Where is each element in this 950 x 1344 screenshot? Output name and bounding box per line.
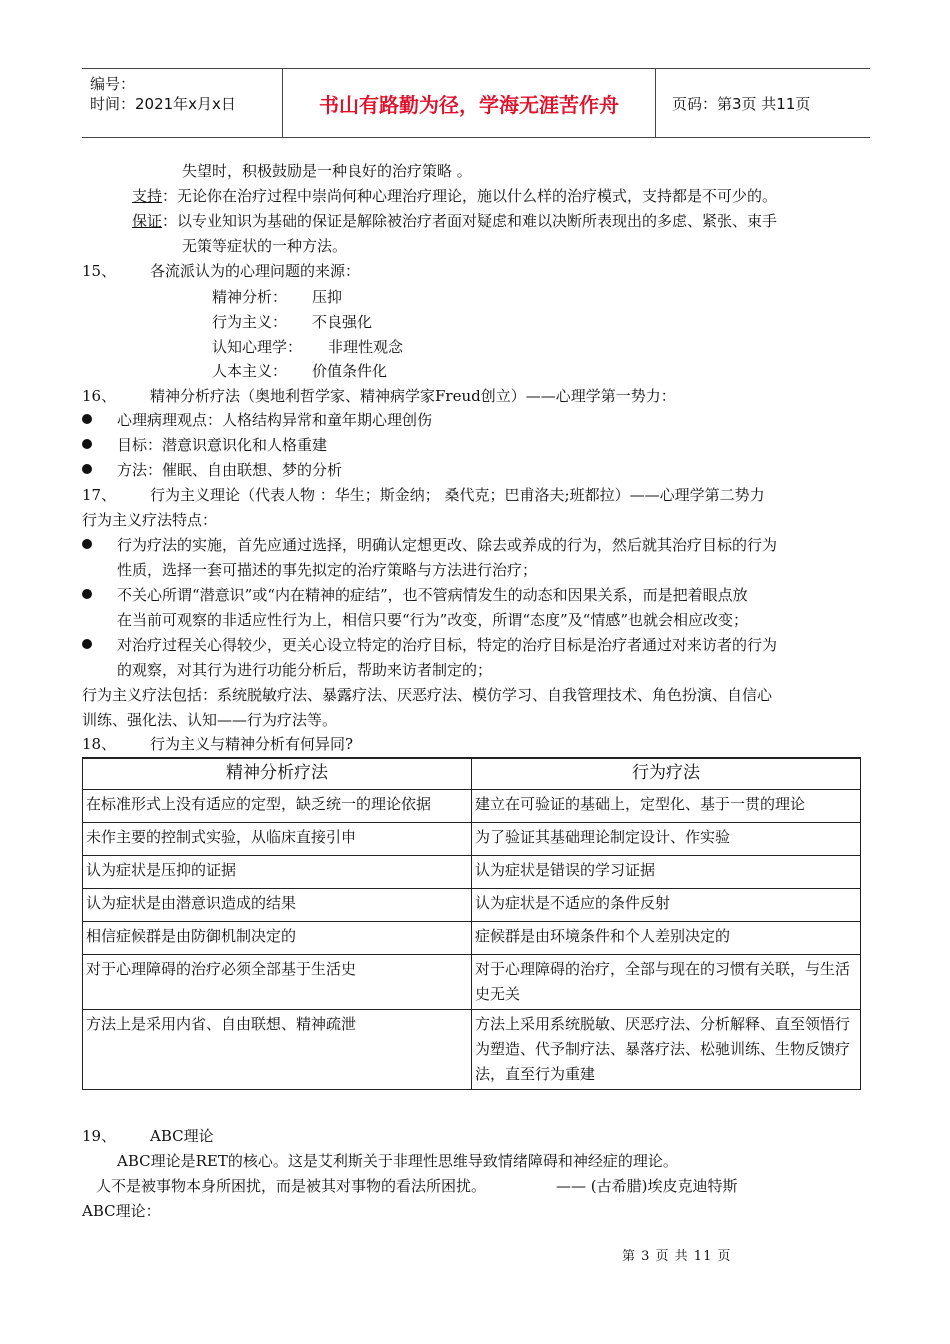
table-row: [83, 955, 861, 1010]
guarantee-term: 保证: [132, 212, 163, 230]
abc-quote-source: —— (古希腊)埃皮克迪特斯: [556, 1177, 738, 1195]
bullet-icon: [82, 464, 92, 474]
table-row: [83, 823, 861, 856]
table-header-psychoanalysis: 精神分析疗法: [83, 758, 472, 790]
table-cell: 认为症状是不适应的条件反射: [472, 889, 861, 922]
list-item: 不关心所谓“潜意识”或“内在精神的症结”，也不管病情发生的动态和因果关系，而是把着眼点放: [117, 586, 748, 604]
section-17-subtitle: 行为主义疗法特点：: [82, 511, 218, 529]
table-cell: 认为症状是错误的学习证据: [472, 856, 861, 889]
header-info-cell: [82, 69, 283, 137]
source-item-value: 非理性观念: [328, 338, 404, 356]
body-line: 失望时，积极鼓励是一种良好的治疗策略 。: [182, 162, 472, 180]
list-item: 目标：潜意识意识化和人格重建: [117, 436, 328, 454]
bullet-icon: [82, 539, 92, 549]
doc-number-label: 编号：: [90, 75, 136, 93]
table-cell: 症候群是由环境条件和个人差别决定的: [472, 922, 861, 955]
list-item-cont: 性质，选择一套可描述的事先拟定的治疗策略与方法进行治疗；: [117, 561, 538, 579]
bullet-icon: [82, 439, 92, 449]
table-cell: 建立在可验证的基础上，定型化、基于一贯的理论: [472, 790, 861, 823]
section-17-number: 17、: [82, 486, 117, 504]
section-16-number: 16、: [82, 387, 117, 405]
list-item: 行为疗法的实施，首先应通过选择，明确认定想更改、除去或养成的行为，然后就其治疗目标的行为: [117, 536, 778, 554]
table-cell: 认为症状是由潜意识造成的结果: [83, 889, 472, 922]
abc-label: ABC理论：: [82, 1202, 161, 1220]
bullet-icon: [82, 639, 92, 649]
page-label-text: 页码：第3页 共11页: [672, 94, 811, 113]
page-header: [82, 68, 870, 138]
table-cell: 未作主要的控制式实验，从临床直接引申: [83, 823, 472, 856]
table-row: [83, 856, 861, 889]
section-17-title: 行为主义理论（代表人物 ：华生；斯金纳； 桑代克；巴甫洛夫;班都拉）——心理学第二势力: [150, 486, 765, 504]
abc-paragraph: ABC理论是RET的核心。这是艾利斯关于非理性思维导致情绪障碍和神经症的理论。: [117, 1152, 678, 1170]
abc-quote: 人不是被事物本身所困扰，而是被其对事物的看法所困扰。: [96, 1177, 487, 1195]
list-item-cont: 在当前可观察的非适应性行为上，相信只要“行为”改变，所谓“态度”及“情感”也就会相应改变；: [117, 611, 749, 629]
table-cell: 方法上采用系统脱敏、厌恶疗法、分析解释、直至领悟行为塑造、代予制疗法、暴落疗法、松驰训练、生物反馈疗法，直至行为重建: [472, 1010, 861, 1090]
support-term: 支持: [132, 187, 163, 205]
comparison-table: [82, 757, 861, 1090]
section-19-number: 19、: [82, 1127, 117, 1145]
header-page-label: [664, 69, 870, 137]
guarantee-text: ：以专业知识为基础的保证是解除被治疗者面对疑虑和难以决断所表现出的多虑、紧张、束手: [162, 212, 778, 230]
table-row: [83, 922, 861, 955]
section-18-number: 18、: [82, 735, 117, 753]
doc-date-label: 时间：2021年x月x日: [90, 95, 236, 113]
list-item: 对治疗过程关心得较少，更关心设立特定的治疗目标，特定的治疗目标是治疗者通过对来访者的行为: [117, 636, 778, 654]
page-footer: 第 3 页 共 11 页: [622, 1249, 732, 1264]
list-item: 心理病理观点：人格结构异常和童年期心理创伤: [117, 411, 433, 429]
table-cell: 对于心理障碍的治疗，全部与现在的习惯有关联，与生活史无关: [472, 955, 861, 1010]
source-item-value: 不良强化: [312, 313, 373, 331]
table-cell: 方法上是采用内省、自由联想、精神疏泄: [83, 1010, 472, 1090]
table-cell: 认为症状是压抑的证据: [83, 856, 472, 889]
source-item-value: 价值条件化: [312, 362, 388, 380]
table-row: [83, 1010, 861, 1090]
methods-paragraph: 行为主义疗法包括：系统脱敏疗法、暴露疗法、厌恶疗法、模仿学习、自我管理技术、角色扮演、自信心: [82, 686, 773, 704]
guarantee-paragraph: [132, 210, 777, 232]
table-cell: 相信症候群是由防御机制决定的: [83, 922, 472, 955]
bullet-icon: [82, 589, 92, 599]
table-cell: 在标准形式上没有适应的定型，缺乏统一的理论依据: [83, 790, 472, 823]
guarantee-text-cont: 无策等症状的一种方法。: [182, 237, 348, 255]
list-item: 方法：催眠、自由联想、梦的分析: [117, 461, 343, 479]
table-header-row: [83, 758, 861, 790]
support-text: ：无论你在治疗过程中崇尚何种心理治疗理论，施以什么样的治疗模式，支持都是不可少的。: [162, 187, 778, 205]
table-row: [83, 889, 861, 922]
table-header-behavior: 行为疗法: [472, 758, 861, 790]
source-item-key: 认知心理学：: [212, 338, 303, 356]
section-15-number: 15、: [82, 262, 117, 280]
source-item-key: 行为主义：: [212, 313, 288, 331]
table-cell: 对于心理障碍的治疗必须全部基于生活史: [83, 955, 472, 1010]
section-18-title: 行为主义与精神分析有何异同?: [150, 735, 354, 753]
table-row: [83, 790, 861, 823]
source-item-key: 精神分析：: [212, 288, 288, 306]
section-15-title: 各流派认为的心理问题的来源：: [150, 262, 361, 280]
list-item-cont: 的观察，对其行为进行功能分析后，帮助来访者制定的；: [117, 661, 493, 679]
methods-paragraph-cont: 训练、强化法、认知——行为疗法等。: [82, 711, 338, 729]
bullet-icon: [82, 414, 92, 424]
source-item-key: 人本主义：: [212, 362, 288, 380]
section-19-title: ABC理论: [150, 1127, 214, 1145]
header-motto: 书山有路勤为径，学海无涯苦作舟: [283, 69, 656, 137]
support-paragraph: [132, 185, 777, 207]
table-cell: 为了验证其基础理论制定设计、作实验: [472, 823, 861, 856]
source-item-value: 压抑: [312, 288, 343, 306]
section-16-title: 精神分析疗法（奥地利哲学家、精神病学家Freud创立）——心理学第一势力：: [150, 387, 676, 405]
